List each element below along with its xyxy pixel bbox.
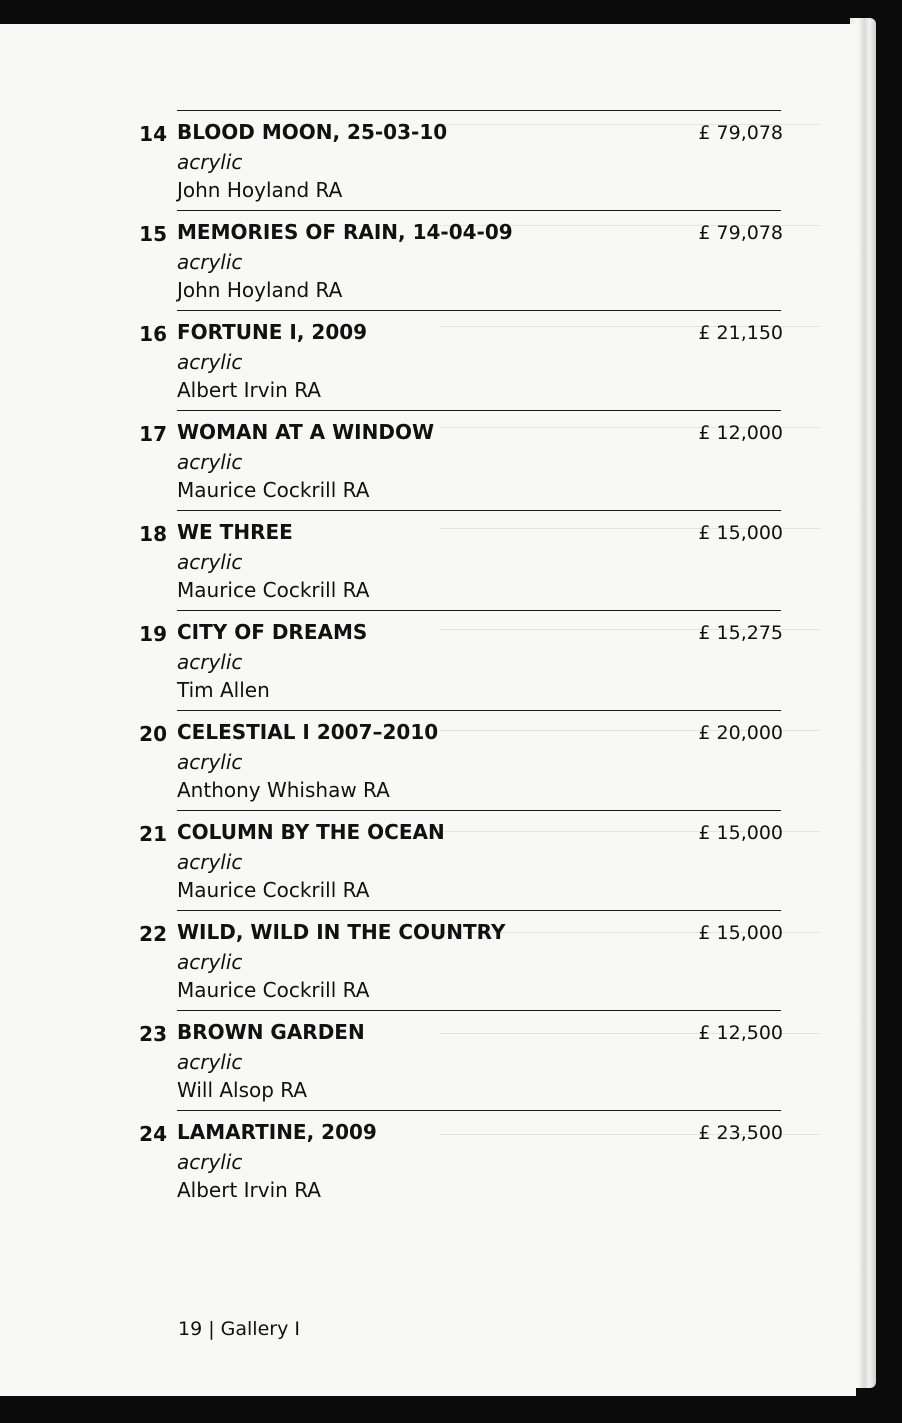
catalogue-entry	[0, 110, 856, 210]
entry-divider	[177, 510, 781, 511]
entry-artist: John Hoyland RA	[177, 178, 343, 202]
catalogue-entry	[0, 210, 856, 310]
catalogue-page	[0, 24, 856, 1396]
entry-price: £ 15,000	[698, 922, 783, 944]
entry-title: CELESTIAL I 2007–2010	[177, 720, 439, 744]
entry-artist: Tim Allen	[177, 678, 270, 702]
entry-price: £ 12,000	[698, 422, 783, 444]
entry-divider	[177, 1110, 781, 1111]
entry-medium: acrylic	[177, 1050, 243, 1074]
catalogue-entry	[0, 910, 856, 1010]
entry-title: FORTUNE I, 2009	[177, 320, 368, 344]
entry-artist: Albert Irvin RA	[177, 1178, 321, 1202]
entry-medium: acrylic	[177, 150, 243, 174]
catalogue-entry	[0, 1110, 856, 1210]
entry-divider	[177, 810, 781, 811]
entry-number: 22	[139, 922, 167, 946]
entry-number: 23	[139, 1022, 167, 1046]
entry-title: WE THREE	[177, 520, 293, 544]
entry-number: 16	[139, 322, 167, 346]
entry-price: £ 15,000	[698, 522, 783, 544]
entry-medium: acrylic	[177, 350, 243, 374]
entry-divider	[177, 710, 781, 711]
entry-divider	[177, 410, 781, 411]
catalogue-entry	[0, 310, 856, 410]
entry-medium: acrylic	[177, 750, 243, 774]
entry-divider	[177, 210, 781, 211]
entry-title: COLUMN BY THE OCEAN	[177, 820, 445, 844]
entry-artist: Maurice Cockrill RA	[177, 978, 370, 1002]
entry-artist: John Hoyland RA	[177, 278, 343, 302]
entry-title: WOMAN AT A WINDOW	[177, 420, 435, 444]
entry-medium: acrylic	[177, 550, 243, 574]
entry-artist: Maurice Cockrill RA	[177, 478, 370, 502]
entry-medium: acrylic	[177, 650, 243, 674]
catalogue-entry	[0, 1010, 856, 1110]
entry-price: £ 15,275	[698, 622, 783, 644]
catalogue-entry	[0, 710, 856, 810]
entry-title: BROWN GARDEN	[177, 1020, 365, 1044]
entry-price: £ 15,000	[698, 822, 783, 844]
entry-title: WILD, WILD IN THE COUNTRY	[177, 920, 506, 944]
entry-number: 24	[139, 1122, 167, 1146]
entry-number: 20	[139, 722, 167, 746]
entry-artist: Maurice Cockrill RA	[177, 878, 370, 902]
entry-divider	[177, 1010, 781, 1011]
catalogue-entry	[0, 510, 856, 610]
entry-price: £ 12,500	[698, 1022, 783, 1044]
entry-artist: Anthony Whishaw RA	[177, 778, 390, 802]
entry-divider	[177, 610, 781, 611]
entry-number: 18	[139, 522, 167, 546]
entry-number: 14	[139, 122, 167, 146]
entry-price: £ 20,000	[698, 722, 783, 744]
entry-number: 19	[139, 622, 167, 646]
entry-divider	[177, 110, 781, 111]
entry-artist: Will Alsop RA	[177, 1078, 308, 1102]
entry-price: £ 23,500	[698, 1122, 783, 1144]
entry-artist: Maurice Cockrill RA	[177, 578, 370, 602]
entry-title: BLOOD MOON, 25-03-10	[177, 120, 448, 144]
entry-artist: Albert Irvin RA	[177, 378, 321, 402]
catalogue-entry	[0, 810, 856, 910]
entry-number: 17	[139, 422, 167, 446]
entry-number: 21	[139, 822, 167, 846]
entry-title: MEMORIES OF RAIN, 14-04-09	[177, 220, 513, 244]
page-footer: 19 | Gallery I	[178, 1318, 300, 1340]
entry-medium: acrylic	[177, 450, 243, 474]
catalogue-entry	[0, 410, 856, 510]
entry-price: £ 79,078	[698, 222, 783, 244]
entry-price: £ 79,078	[698, 122, 783, 144]
catalogue-entry	[0, 610, 856, 710]
entry-medium: acrylic	[177, 950, 243, 974]
entry-number: 15	[139, 222, 167, 246]
entry-medium: acrylic	[177, 850, 243, 874]
entry-title: LAMARTINE, 2009	[177, 1120, 377, 1144]
entry-medium: acrylic	[177, 1150, 243, 1174]
entry-price: £ 21,150	[698, 322, 783, 344]
entry-medium: acrylic	[177, 250, 243, 274]
entry-title: CITY OF DREAMS	[177, 620, 368, 644]
entry-divider	[177, 910, 781, 911]
entry-divider	[177, 310, 781, 311]
